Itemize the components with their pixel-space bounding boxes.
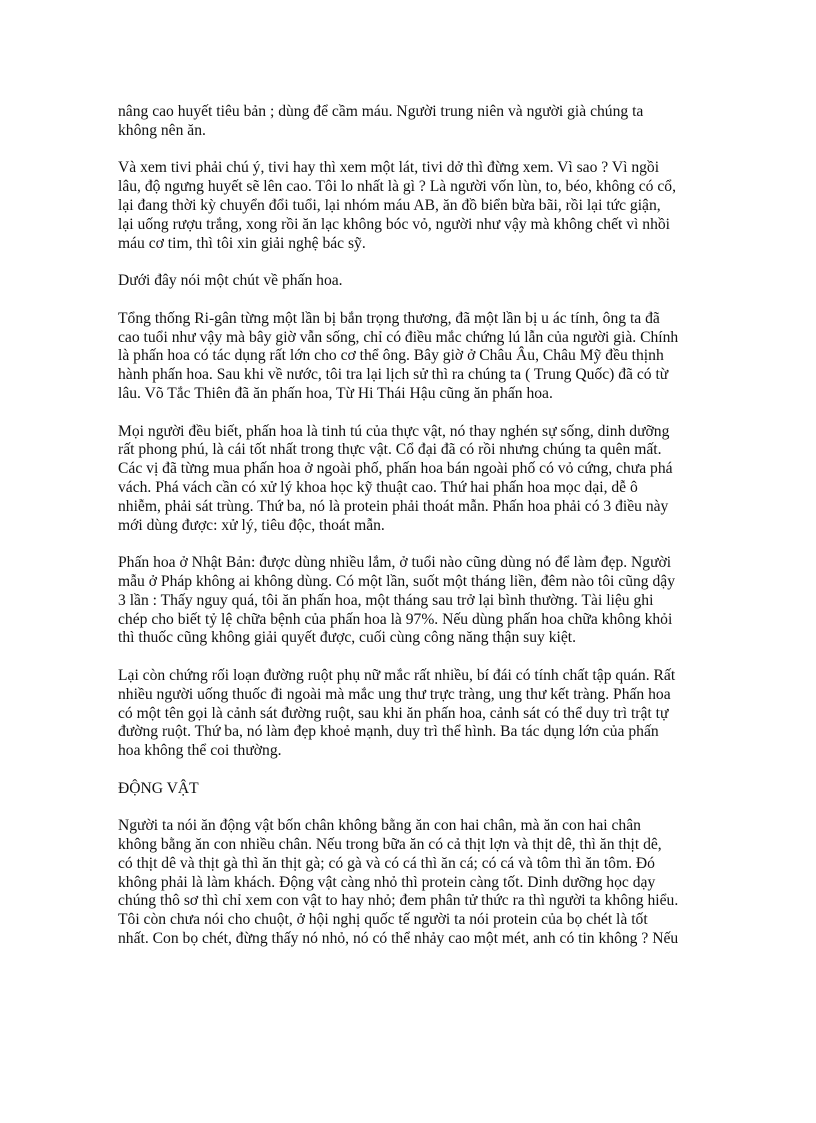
paragraph-animals xyxy=(118,817,720,949)
text-line: chúng thô sơ thì chỉ xem con vật to hay nhỏ; đem phân tử thức ra thì người ta không hiểu. xyxy=(118,892,679,910)
text-line: Phấn hoa ở Nhật Bản: được dùng nhiều lắm, ở tuổi nào cũng dùng nó để làm đẹp. Người xyxy=(118,554,672,572)
text-line: hành phấn hoa. Sau khi về nước, tôi tra lại lịch sử thì ra chúng ta ( Trung Quốc) đã có từ xyxy=(118,366,669,384)
text-line: máu cơ tim, thì tôi xin giải nghệ bác sỹ. xyxy=(118,234,366,252)
heading-text: ĐỘNG VẬT xyxy=(118,779,199,797)
document-page xyxy=(118,103,720,968)
text-line: vách. Phá vách cần có xử lý khoa học kỹ thuật cao. Thứ hai phấn hoa mọc dại, dễ ô xyxy=(118,478,638,496)
text-line: Người ta nói ăn động vật bốn chân không bằng ăn con hai chân, mà ăn con hai chân xyxy=(118,817,641,835)
text-line: Mọi người đều biết, phấn hoa là tinh tú của thực vật, nó thay nghén sự sống, dinh dưỡng xyxy=(118,422,670,440)
text-line: thì thuốc cũng không giải quyết được, cuối cùng công năng thận suy kiệt. xyxy=(118,629,576,647)
text-line: có thịt dê và thịt gà thì ăn thịt gà; có gà và có cá thì ăn cá; có cá và tôm thì ăn tôm. Đó xyxy=(118,854,655,872)
text-line: mẫu ở Pháp không ai không dùng. Có một lần, suốt một tháng liền, đêm nào tôi cũng dậy xyxy=(118,572,675,590)
paragraph-blood-pressure-end xyxy=(118,103,720,141)
paragraph-pollen-essence xyxy=(118,423,720,536)
text-line: nhất. Con bọ chét, đừng thấy nó nhỏ, nó có thể nhảy cao một mét, anh có tin không ? Nếu xyxy=(118,930,679,948)
text-line: không bằng ăn con nhiều chân. Nếu trong bữa ăn có cả thịt lợn và thịt dê, thì ăn thịt dê, xyxy=(118,836,662,854)
text-line: Lại còn chứng rối loạn đường ruột phụ nữ mắc rất nhiều, bí đái có tính chất tập quán. Rất xyxy=(118,666,676,684)
paragraph-pollen-japan xyxy=(118,554,720,648)
paragraph-watching-tv xyxy=(118,159,720,253)
text-line: hoa không thể coi thường. xyxy=(118,742,282,760)
text-line: là phấn hoa có tác dụng rất lớn cho cơ thể ông. Bây giờ ở Châu Âu, Châu Mỹ đều thịnh xyxy=(118,347,664,365)
paragraph-reagan xyxy=(118,310,720,404)
text-line: lâu, độ ngưng huyết sẽ lên cao. Tôi lo nhất là gì ? Là người vốn lùn, to, béo, không có cổ, xyxy=(118,178,676,196)
text-line: 3 lần : Thấy nguy quá, tôi ăn phấn hoa, một tháng sau trở lại bình thường. Tài liệu ghi xyxy=(118,591,654,609)
text-line: Dưới đây nói một chút về phấn hoa. xyxy=(118,272,343,290)
text-line: cao tuổi như vậy mà bây giờ vẫn sống, chỉ có điều mắc chứng lú lẫn của người già. Chính xyxy=(118,328,679,346)
text-line: Tổng thống Ri-gân từng một lần bị bắn trọng thương, đã một lần bị u ác tính, ông ta đã xyxy=(118,309,660,327)
text-line: lại đang thời kỳ chuyển đổi tuổi, lại nhóm máu AB, ăn đồ biển bừa bãi, rồi lại tức giận, xyxy=(118,196,661,214)
text-line: nhiễm, phải sát trùng. Thứ ba, nó là protein phải thoát mẫn. Phấn hoa phải có 3 điều này xyxy=(118,497,669,515)
text-line: Tôi còn chưa nói cho chuột, ở hội nghị quốc tế người ta nói protein của bọ chét là tốt xyxy=(118,911,648,929)
text-line: Và xem tivi phải chú ý, tivi hay thì xem một lát, tivi dở thì đừng xem. Vì sao ? Vì ngồi xyxy=(118,159,660,177)
text-line: chép cho biết tỷ lệ chữa bệnh của phấn hoa là 97%. Nếu dùng phấn hoa chữa không khỏi xyxy=(118,610,673,628)
paragraph-intestine xyxy=(118,667,720,761)
paragraph-pollen-intro xyxy=(118,272,720,291)
text-line: không phải là làm khách. Động vật càng nhỏ thì protein càng tốt. Dinh dưỡng học dạy xyxy=(118,873,656,891)
text-line: đường ruột. Thứ ba, nó làm đẹp khoẻ mạnh, duy trì thể hình. Ba tác dụng lớn của phấn xyxy=(118,723,659,741)
text-line: rất phong phú, là cái tốt nhất trong thực vật. Cổ đại đã có rồi nhưng chúng ta quên mất. xyxy=(118,441,662,459)
text-line: lâu. Võ Tắc Thiên đã ăn phấn hoa, Từ Hi Thái Hậu cũng ăn phấn hoa. xyxy=(118,384,553,402)
text-line: nâng cao huyết tiêu bản ; dùng để cầm máu. Người trung niên và người già chúng ta xyxy=(118,103,644,120)
text-line: Các vị đã từng mua phấn hoa ở ngoài phố, phấn hoa bán ngoài phố có vỏ cứng, chưa phá xyxy=(118,460,673,478)
text-line: nhiều người uống thuốc đi ngoài mà mắc ung thư trực tràng, ung thư kết tràng. Phấn hoa xyxy=(118,685,671,703)
text-line: không nên ăn. xyxy=(118,121,206,139)
text-line: lại uống rượu trắng, xong rồi ăn lạc không bóc vỏ, người như vậy mà không chết vì nhồi xyxy=(118,215,671,233)
section-heading-animals xyxy=(118,780,720,799)
text-line: mới dùng được: xử lý, tiêu độc, thoát mẫn. xyxy=(118,516,385,534)
text-line: có một tên gọi là cảnh sát đường ruột, sau khi ăn phấn hoa, cảnh sát có thể duy trì trật tự xyxy=(118,704,669,722)
